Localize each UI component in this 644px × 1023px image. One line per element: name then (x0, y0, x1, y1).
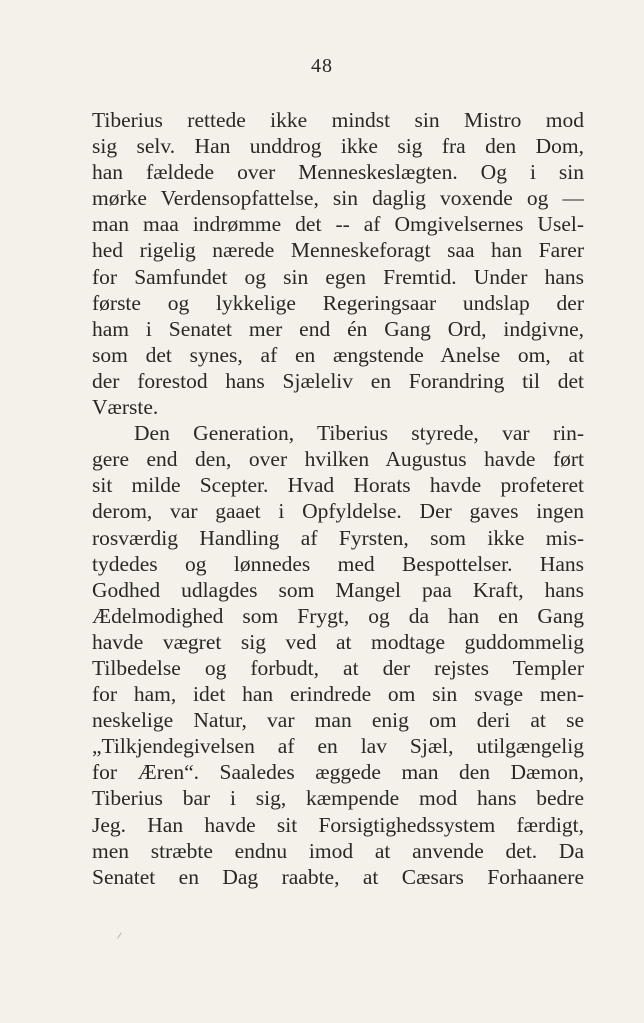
text-line: men stræbte endnu imod at anvende det. Da (92, 838, 584, 863)
text-line: Godhed udlagdes som Mangel paa Kraft, hans (92, 577, 584, 602)
print-speck (117, 932, 122, 938)
text-line: for Æren“. Saaledes æggede man den Dæmon, (92, 760, 584, 785)
body-text (92, 107, 584, 890)
text-line: rosværdig Handling af Fyrsten, som ikke mis- (92, 525, 584, 550)
text-line: som det synes, af en ængstende Anelse om, at (92, 342, 584, 367)
text-line: Værste. (92, 395, 159, 420)
text-line: havde vægret sig ved at modtage guddommelig (92, 629, 584, 654)
text-line: første og lykkelige Regeringsaar undslap der (92, 290, 584, 315)
text-line: sit milde Scepter. Hvad Horats havde profeteret (92, 473, 584, 498)
text-line: sig selv. Han unddrog ikke sig fra den Dom, (92, 134, 584, 159)
text-line: derom, var gaaet i Opfyldelse. Der gaves ingen (92, 499, 584, 524)
text-line: tydedes og lønnedes med Bespottelser. Hans (92, 551, 584, 576)
text-line: Den Generation, Tiberius styrede, var rin- (134, 421, 584, 446)
text-line: „Tilkjendegivelsen af en lav Sjæl, utilgængelig (92, 734, 584, 759)
text-line: mørke Verdensopfattelse, sin daglig voxende og — (92, 186, 584, 211)
text-line: hed rigelig nærede Menneskeforagt saa han Farer (92, 238, 584, 263)
text-line: man maa indrømme det -- af Omgivelsernes Usel- (92, 212, 584, 237)
text-line: Tiberius rettede ikke mindst sin Mistro mod (92, 108, 584, 132)
text-line: Jeg. Han havde sit Forsigtighedssystem færdigt, (92, 812, 584, 837)
text-line: Ædelmodighed som Frygt, og da han en Gang (92, 603, 584, 628)
page-number: 48 (311, 55, 333, 77)
text-line: neskelige Natur, var man enig om deri at se (92, 708, 584, 733)
text-line: der forestod hans Sjæleliv en Forandring til det (92, 368, 584, 393)
text-line: ham i Senatet mer end én Gang Ord, indgivne, (92, 316, 584, 341)
text-line: for ham, idet han erindrede om sin svage men- (92, 682, 584, 707)
text-line: for Samfundet og sin egen Fremtid. Under hans (92, 264, 584, 289)
text-line: gere end den, over hvilken Augustus havde ført (92, 447, 584, 472)
text-line: Senatet en Dag raabte, at Cæsars Forhaanere (92, 864, 584, 889)
text-line: han fældede over Menneskeslægten. Og i sin (92, 160, 584, 185)
text-line: Tilbedelse og forbudt, at der rejstes Templer (92, 655, 584, 680)
text-line: Tiberius bar i sig, kæmpende mod hans bedre (92, 786, 584, 811)
